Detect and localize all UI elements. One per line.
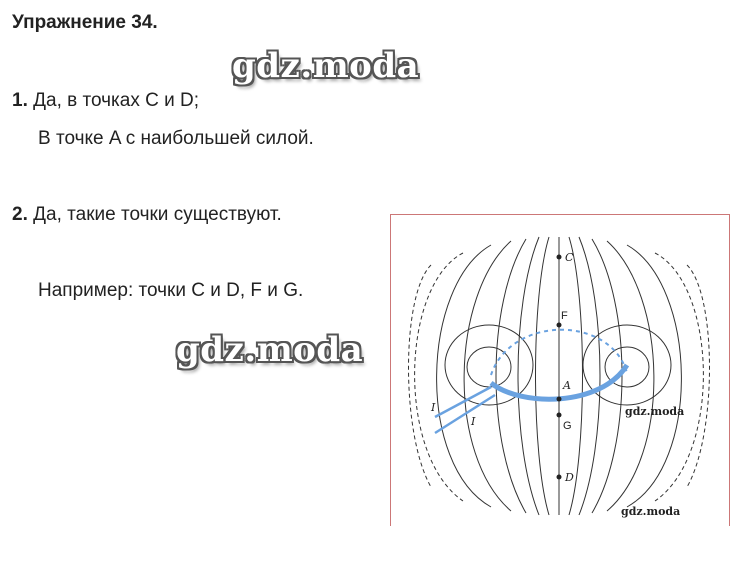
point-d-marker: [557, 475, 562, 480]
answer-2-line-2: Например: точки C и D, F и G.: [38, 280, 304, 301]
answer-2-number: 2.: [12, 204, 28, 225]
exercise-title: Упражнение 34.: [12, 12, 158, 33]
answer-1-line-2: В точке A с наибольшей силой.: [38, 128, 314, 149]
point-f-marker: [557, 323, 562, 328]
field-line: [496, 239, 526, 513]
field-line: [464, 241, 511, 511]
point-c-label: C: [565, 251, 574, 264]
point-d-label: D: [565, 471, 574, 484]
field-line: [536, 237, 550, 515]
field-lines-diagram: [391, 215, 731, 527]
point-g-label: G: [563, 420, 572, 432]
field-loop: [445, 325, 533, 405]
magnetic-field-figure: [390, 214, 730, 526]
answer-2-text: Да, такие точки существуют.: [33, 204, 282, 225]
watermark: gdz.moda: [232, 46, 420, 86]
point-f-label: F: [561, 310, 568, 322]
current-label: I: [471, 415, 476, 428]
figure-watermark: gdz.moda: [625, 405, 685, 418]
current-label: I: [431, 401, 436, 414]
watermark: gdz.moda: [176, 330, 364, 370]
point-g-marker: [557, 413, 562, 418]
point-a-label: A: [563, 379, 571, 392]
field-line: [655, 253, 703, 501]
point-c-marker: [557, 255, 562, 260]
figure-watermark: gdz.moda: [621, 505, 681, 518]
field-line: [415, 253, 463, 501]
answer-1-line-1: [12, 90, 199, 112]
point-a-marker: [557, 397, 562, 402]
answer-2-line-1: [12, 204, 282, 226]
answer-1-text: Да, в точках C и D;: [33, 90, 200, 111]
answer-1-number: 1.: [12, 90, 28, 111]
